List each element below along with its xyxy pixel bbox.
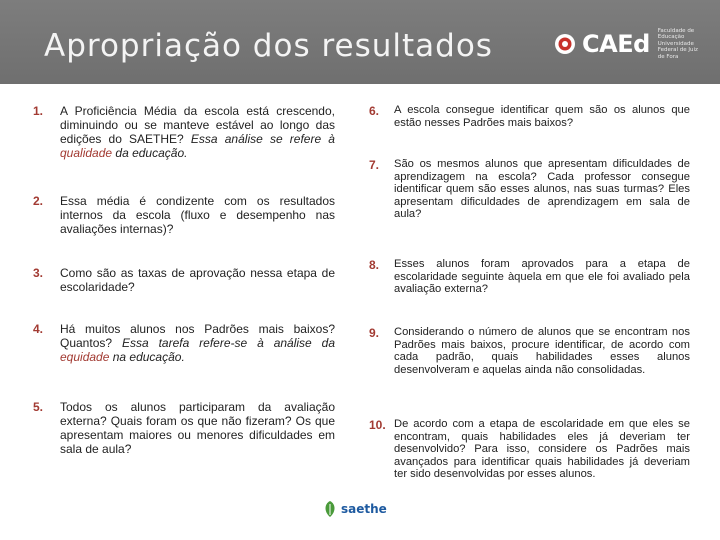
item-number: 3. (33, 266, 44, 280)
item-text-segment: Essa média é condizente com os resultados internos da escola (fluxo e desempenho nas avaliações internas)? (60, 194, 335, 236)
item-text (60, 322, 335, 364)
caed-logo-icon (554, 33, 576, 55)
item-text-segment: Considerando o número de alunos que se encontram nos Padrões mais baixos, procure identificar, de acordo com cada padrão, quais habilidades esses alunos desenvolveram e aquelas ainda não consolidadas. (394, 326, 690, 376)
saethe-logo-text: saethe (341, 502, 387, 516)
item-number: 9. (369, 326, 380, 340)
item-text-segment: De acordo com a etapa de escolaridade em que eles se encontram, quais habilidades eles já deveriam ter desenvolvido? Para isso, considere os Padrões mais avançados para identificar quais habilidades já deveriam ter sido desenvolvidas por esses alunos. (394, 418, 690, 481)
item-text (60, 266, 335, 294)
item-number: 6. (369, 104, 380, 118)
item-text-segment: na educação. (109, 350, 185, 364)
item-text-segment: Há muitos alunos nos Padrões mais baixos? Quantos? (60, 322, 335, 350)
saethe-logo (322, 500, 387, 518)
item-text (60, 194, 335, 236)
item-text-segment: Como são as taxas de aprovação nessa etapa de escolaridade? (60, 266, 335, 294)
item-text-segment: São os mesmos alunos que apresentam dificuldades de aprendizagem na escola? Cada professor consegue identificar quem são esses alunos, nas suas turmas? Eles apresentam dificuldades de aprendizagem em sala de aula? (394, 158, 690, 221)
caed-logo-subtitle: Faculdade de Educação Universidade Federal de Juiz de Fora (657, 27, 698, 60)
slide-header (0, 0, 720, 84)
item-text-segment: da educação. (112, 146, 188, 160)
item-text (60, 104, 335, 160)
item-text (394, 258, 690, 296)
item-number: 8. (369, 258, 380, 272)
item-number: 4. (33, 322, 44, 336)
item-number: 7. (369, 158, 380, 172)
item-text (60, 400, 335, 456)
item-text (394, 158, 690, 221)
item-text-segment: A escola consegue identificar quem são os alunos que estão nesses Padrões mais baixos? (394, 104, 690, 129)
item-text (394, 104, 690, 129)
item-text (394, 418, 690, 481)
item-number: 2. (33, 194, 44, 208)
slide-title: Apropriação dos resultados (44, 28, 493, 64)
item-text (394, 326, 690, 376)
item-number: 5. (33, 400, 44, 414)
item-text-segment: Essa análise se refere à (190, 132, 335, 146)
item-text-segment: equidade (60, 350, 110, 364)
item-text-segment: A Proficiência Média da escola está crescendo, diminuindo ou se manteve estável ao longo das edições do SAETHE? (60, 104, 335, 146)
saethe-leaf-icon (322, 500, 338, 518)
caed-logo-text: CAEd (582, 30, 650, 58)
caed-logo (554, 27, 704, 60)
item-text-segment: Essa tarefa refere-se à análise da (121, 336, 335, 350)
item-text-segment: qualidade (60, 146, 113, 160)
item-number: 1. (33, 104, 44, 118)
item-number: 10. (369, 418, 386, 432)
item-text-segment: Todos os alunos participaram da avaliação externa? Quais foram os que não fizeram? Os que apresentam maiores ou menores dificuldades em sala de aula? (60, 400, 335, 456)
item-text-segment: Esses alunos foram aprovados para a etapa de escolaridade seguinte àquela em que ele foi avaliado pela avaliação externa? (394, 258, 690, 296)
